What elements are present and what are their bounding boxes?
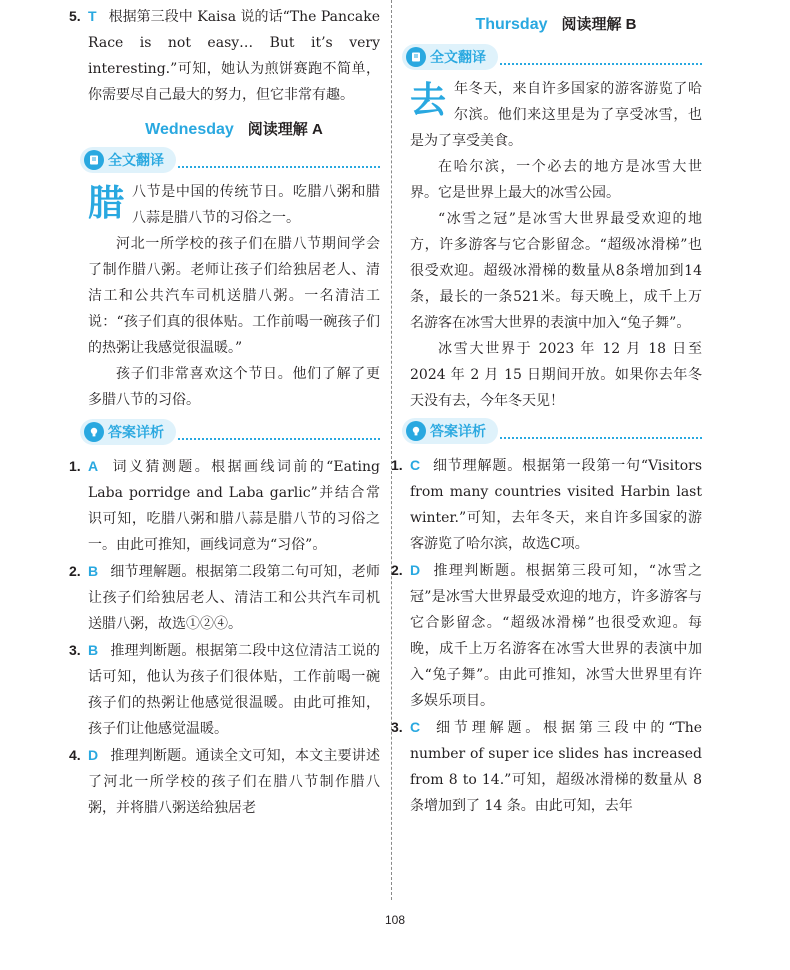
translation-label: 全文翻译 bbox=[108, 153, 164, 169]
translation-header bbox=[80, 147, 380, 173]
paragraph: 在哈尔滨，一个必去的地方是冰雪大世界。它是世界上最大的冰雪公园。 bbox=[410, 159, 702, 201]
answer-header bbox=[402, 418, 702, 444]
section-title: 阅读理解 A bbox=[247, 121, 323, 138]
paragraph: 孩子们非常喜欢这个节日。他们了解了更多腊八节的习俗。 bbox=[88, 366, 380, 408]
answer-label: 答案详析 bbox=[108, 425, 164, 441]
column-divider bbox=[391, 0, 392, 900]
page-number: 108 bbox=[384, 913, 406, 927]
answer-header bbox=[80, 419, 380, 445]
lightbulb-icon bbox=[406, 421, 426, 441]
drop-cap: 去 bbox=[410, 80, 447, 121]
answer-text: T 根据第三段中 Kaisa 说的话“The Pancake Race is not easy… But it’s very interesting.”可知，她认为煎饼赛跑不简单，你需要尽自己最大的努力，但它非常有趣。 bbox=[88, 8, 380, 103]
drop-cap: 腊 bbox=[88, 183, 125, 224]
translation-header bbox=[402, 44, 702, 70]
translation-label: 全文翻译 bbox=[430, 50, 486, 66]
section-title: 阅读理解 B bbox=[561, 16, 637, 33]
answer-item: 4. D 推理判断题。通读全文可知，本文主要讲述了河北一所学校的孩子们在腊八节制作腊八粥，并将腊八粥送给独居老 bbox=[69, 747, 380, 816]
answer-letter: T bbox=[88, 8, 97, 24]
answer-item: 1. C 细节理解题。根据第一段第一句“Visitors from many countries visited Harbin last winter.”可知，去年冬天，来自许多国家的游客游览了哈尔滨，故选C项。 bbox=[391, 457, 702, 552]
section-heading bbox=[88, 118, 380, 139]
paragraph: “冰雪之冠”是冰雪大世界最受欢迎的地方，许多游客与它合影留念。“超级冰滑梯”也很受欢迎。超级冰滑梯的数量从8条增加到14条，最长的一条521米。每天晚上，成千上万名游客在冰雪大世界的表演中加入“兔子舞”。 bbox=[410, 211, 702, 331]
answer-item: 2. B 细节理解题。根据第二段第二句可知，老师让孩子们给独居老人、清洁工和公共汽车司机送腊八粥，故选①②④。 bbox=[69, 563, 380, 632]
paragraph: 腊八节是中国的传统节日。吃腊八粥和腊八蒜是腊八节的习俗之一。 bbox=[88, 183, 380, 226]
lightbulb-icon bbox=[84, 422, 104, 442]
book-icon bbox=[406, 47, 426, 67]
paragraph: 河北一所学校的孩子们在腊八节期间学会了制作腊八粥。老师让孩子们给独居老人、清洁工和公共汽车司机送腊八粥。一名清洁工说：“孩子们真的很体贴。工作前喝一碗孩子们的热粥让我感觉很温暖。” bbox=[88, 236, 380, 356]
answer-number: 5. bbox=[69, 8, 81, 24]
left-column bbox=[69, 0, 380, 821]
answer-item: 3. C 细节理解题。根据第三段中的“The number of super ice slides has increased from 8 to 14.”可知，超级冰滑梯的数量从 8 条增加到了 14 条。由此可知，去年 bbox=[391, 719, 702, 814]
paragraph: 冰雪大世界于 2023 年 12 月 18 日至 2024 年 2 月 15 日期间开放。如果你去年冬天没有去，今年冬天见！ bbox=[410, 341, 702, 409]
answer-item: 2. D 推理判断题。根据第三段可知，“冰雪之冠”是冰雪大世界最受欢迎的地方，许多游客与它合影留念。“超级冰滑梯”也很受欢迎。每晚，成千上万名游客在冰雪大世界的表演中加入“兔子舞”。由此可推知，冰雪大世界里有许多娱乐项目。 bbox=[391, 562, 702, 709]
answer-label: 答案详析 bbox=[430, 424, 486, 440]
section-heading bbox=[410, 13, 702, 34]
answer-item: 1. A 词义猜测题。根据画线词前的“Eating Laba porridge and Laba garlic”并结合常识可知，吃腊八粥和腊八蒜是腊八节的习俗之一。由此可推知，画线词意为“习俗”。 bbox=[69, 458, 380, 553]
answer-item: 3. B 推理判断题。根据第二段中这位清洁工说的话可知，他认为孩子们很体贴，工作前喝一碗孩子们的热粥让他感觉很温暖。由此可推知，孩子们让他感觉温暖。 bbox=[69, 642, 380, 737]
day-label: Thursday bbox=[475, 16, 548, 33]
day-label: Wednesday bbox=[145, 121, 234, 138]
book-icon bbox=[84, 150, 104, 170]
paragraph: 去年冬天，来自许多国家的游客游览了哈尔滨。他们来这里是为了享受冰雪，也是为了享受美食。 bbox=[410, 80, 702, 149]
right-column bbox=[391, 0, 702, 819]
answer-item bbox=[69, 3, 380, 108]
